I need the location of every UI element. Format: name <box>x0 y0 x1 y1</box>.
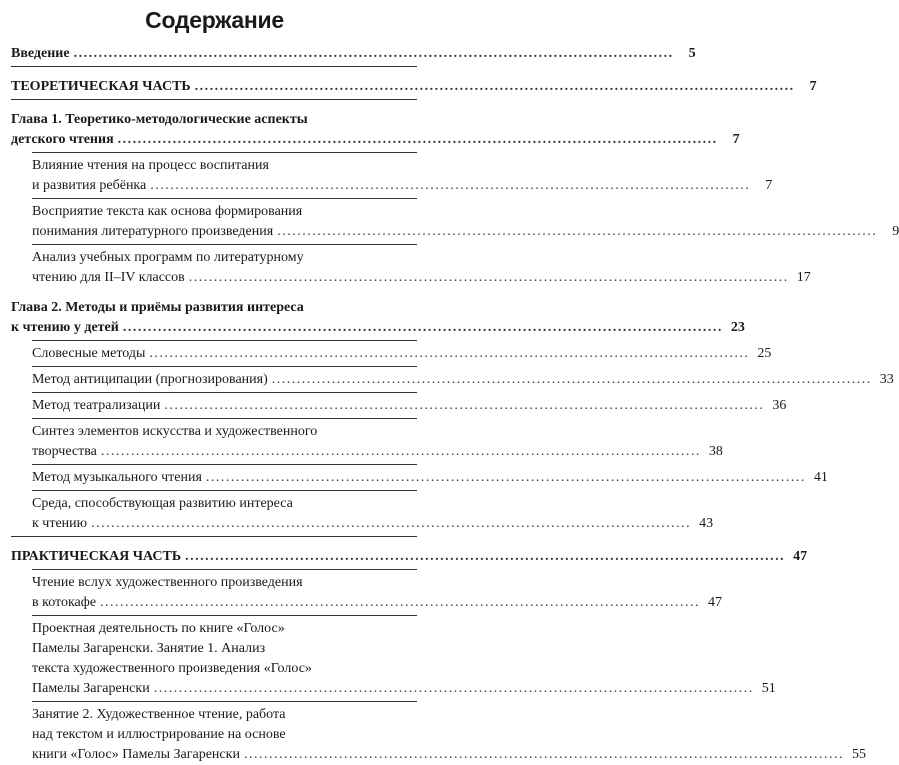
toc-entry-text-line: Чтение вслух художественного произведения <box>32 575 303 590</box>
toc-entry <box>11 110 740 150</box>
page-number: 47 <box>793 549 808 564</box>
dot-leader: ........................................................................................................................ <box>100 444 701 459</box>
dot-leader: ........................................................................................................................ <box>205 470 806 485</box>
page-number: 43 <box>699 516 714 531</box>
page-number: 7 <box>732 132 740 147</box>
toc-entry <box>11 705 866 765</box>
divider-rule <box>32 198 417 199</box>
dot-leader: ........................................................................................................................ <box>91 516 692 531</box>
page-number: 23 <box>730 320 745 335</box>
toc-entry-text-line: ПРАКТИЧЕСКАЯ ЧАСТЬ <box>11 549 182 564</box>
dot-leader: ........................................................................................................................ <box>271 372 872 387</box>
dot-leader: ........................................................................................................................ <box>100 595 701 610</box>
divider-rule <box>11 66 417 67</box>
dot-leader: ........................................................................................................................ <box>243 747 844 762</box>
dot-leader: ........................................................................................................................ <box>73 46 674 61</box>
page-number: 47 <box>708 595 723 610</box>
divider-rule <box>32 366 417 367</box>
toc-entry-text-line: к чтению <box>32 516 88 531</box>
toc-entry-text-line: Глава 1. Теоретико-методологические аспекты <box>11 112 308 127</box>
toc-entry-text-line: Проектная деятельность по книге «Голос» <box>32 621 285 636</box>
toc-entry <box>11 396 787 416</box>
toc-entry <box>11 573 723 613</box>
toc-entry-text-line: Памелы Загаренски. Занятие 1. Анализ <box>32 641 266 656</box>
toc-entry-text-line: в котокафе <box>32 595 97 610</box>
toc-entry <box>11 370 894 390</box>
page-number: 55 <box>851 747 866 762</box>
toc-entry-text-line: детского чтения <box>11 132 114 147</box>
page-number: 25 <box>757 346 772 361</box>
page-number: 9 <box>892 224 899 239</box>
toc-entry-text-line: над текстом и иллюстрирование на основе <box>32 727 286 742</box>
toc-entry-text-line: Среда, способствующая развитию интереса <box>32 496 293 511</box>
page-number: 5 <box>688 46 696 61</box>
toc-entry-text-line: Словесные методы <box>32 346 146 361</box>
dot-leader: ........................................................................................................................ <box>185 549 786 564</box>
toc-entry-text-line: Метод музыкального чтения <box>32 470 202 485</box>
toc-entry-text-line: чтению для II–IV классов <box>32 270 185 285</box>
page-number: 36 <box>772 398 787 413</box>
divider-rule <box>32 244 417 245</box>
toc-entry <box>11 202 899 242</box>
toc-entry-text-line: Синтез элементов искусства и художественного <box>32 424 318 439</box>
toc-entry-text-line: книги «Голос» Памелы Загаренски <box>32 747 240 762</box>
toc-entry-text-line: Восприятие текста как основа формирования <box>32 204 303 219</box>
toc-entry <box>11 422 723 462</box>
page-number: 51 <box>761 681 776 696</box>
dot-leader: ........................................................................................................................ <box>122 320 723 335</box>
toc-entry <box>11 248 811 288</box>
toc-entry-text-line: Глава 2. Методы и приёмы развития интереса <box>11 300 304 315</box>
table-of-contents <box>11 44 899 765</box>
toc-entry-text-line: Влияние чтения на процесс воспитания <box>32 158 269 173</box>
toc-entry <box>11 494 714 534</box>
divider-rule <box>11 99 417 100</box>
dot-leader: ........................................................................................................................ <box>277 224 878 239</box>
toc-entry-text-line: ТЕОРЕТИЧЕСКАЯ ЧАСТЬ <box>11 79 191 94</box>
dot-leader: ........................................................................................................................ <box>117 132 718 147</box>
dot-leader: ........................................................................................................................ <box>188 270 789 285</box>
page-title: Содержание <box>145 7 284 33</box>
page-number: 41 <box>813 470 828 485</box>
divider-rule <box>32 392 417 393</box>
toc-entry <box>11 44 696 64</box>
divider-rule <box>32 464 417 465</box>
toc-entry-text-line: Памелы Загаренски <box>32 681 150 696</box>
toc-entry-text-line: понимания литературного произведения <box>32 224 274 239</box>
divider-rule <box>32 340 417 341</box>
divider-rule <box>11 536 417 537</box>
dot-leader: ........................................................................................................................ <box>153 681 754 696</box>
toc-entry-text-line: Анализ учебных программ по литературному <box>32 250 304 265</box>
page-number: 7 <box>809 79 817 94</box>
divider-rule <box>32 701 417 702</box>
page-number: 17 <box>796 270 811 285</box>
toc-entry-text-line: Введение <box>11 46 70 61</box>
toc-entry-text-line: текста художественного произведения «Голос» <box>32 661 312 676</box>
toc-entry-text-line: Занятие 2. Художественное чтение, работа <box>32 707 286 722</box>
page-number: 33 <box>879 372 894 387</box>
toc-entry <box>11 156 773 196</box>
divider-rule <box>32 569 417 570</box>
toc-entry <box>11 468 828 488</box>
toc-entry-text-line: Метод театрализации <box>32 398 161 413</box>
toc-entry <box>11 547 808 567</box>
divider-rule <box>32 152 417 153</box>
dot-leader: ........................................................................................................................ <box>194 79 795 94</box>
toc-entry-text-line: Метод антиципации (прогнозирования) <box>32 372 268 387</box>
divider-rule <box>32 490 417 491</box>
page-number: 38 <box>708 444 723 459</box>
divider-rule <box>32 418 417 419</box>
toc-entry <box>11 77 817 97</box>
dot-leader: ........................................................................................................................ <box>164 398 765 413</box>
toc-entry <box>11 619 776 699</box>
dot-leader: ........................................................................................................................ <box>149 346 750 361</box>
toc-entry-text-line: творчества <box>32 444 97 459</box>
toc-entry-text-line: и развития ребёнка <box>32 178 147 193</box>
toc-entry <box>11 344 772 364</box>
page-number: 7 <box>765 178 773 193</box>
toc-entry <box>11 298 745 338</box>
divider-rule <box>32 615 417 616</box>
dot-leader: ........................................................................................................................ <box>150 178 751 193</box>
toc-entry-text-line: к чтению у детей <box>11 320 119 335</box>
